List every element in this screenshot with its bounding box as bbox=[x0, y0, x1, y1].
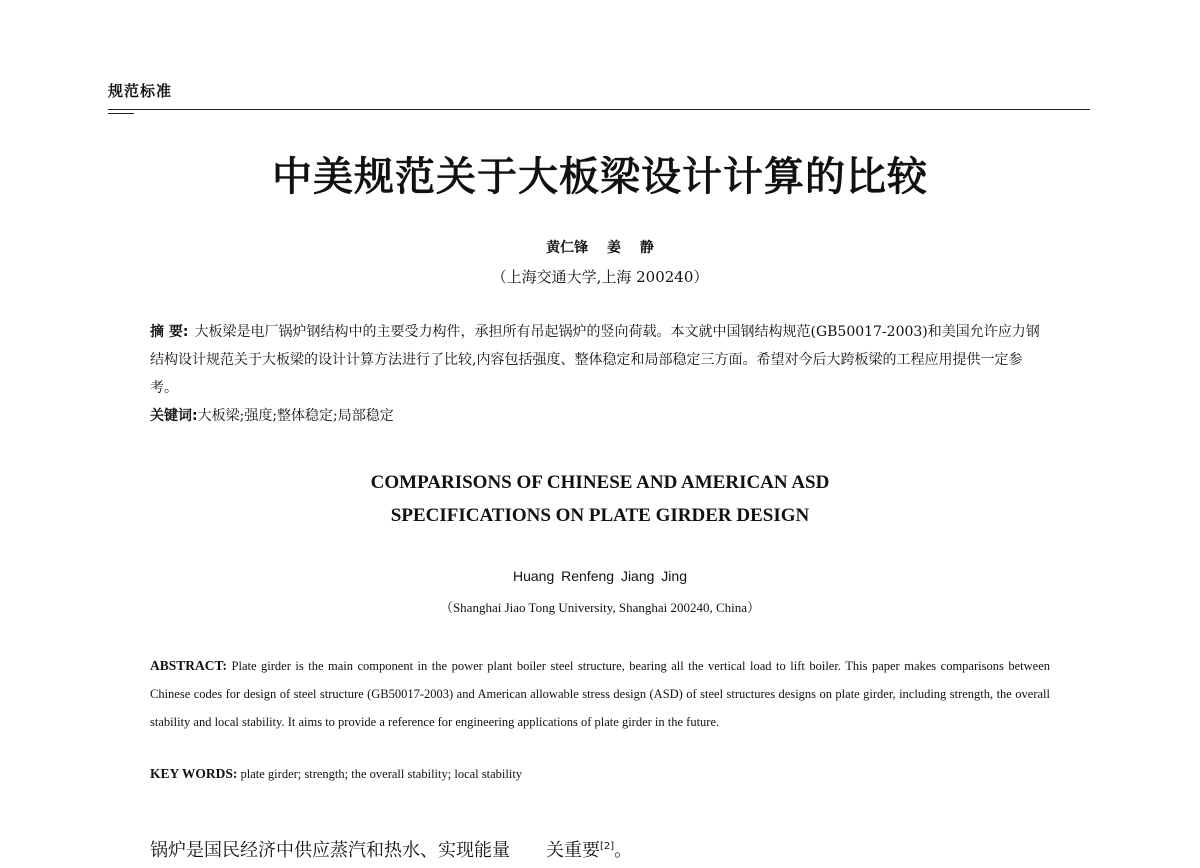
abstract-cn-label: 摘 要: bbox=[150, 324, 189, 340]
keywords-cn-label: 关键词: bbox=[150, 408, 198, 424]
authors-cn: 黄仁锋 姜 静 bbox=[546, 240, 654, 256]
abstract-en-text: Plate girder is the main component in the power plant boiler steel structure, bearing all the vertical load to lift boiler. This paper makes comparisons between Chinese codes for design of steel structure (GB50017-2003) and American allowable stress design (ASD) of steel structures designs on plate girder, including strength, the overall stability and local stability. It aims to provide a reference for engineering applications of plate girder in the future. bbox=[150, 659, 1050, 729]
page-title-en bbox=[0, 466, 1200, 532]
page-title-cn: 中美规范关于大板梁设计计算的比较 bbox=[272, 154, 928, 200]
affiliation-en: （Shanghai Jiao Tong University, Shanghai 200240, China） bbox=[439, 600, 761, 615]
header-rule bbox=[108, 109, 1090, 110]
abstract-en-label: ABSTRACT: bbox=[150, 658, 228, 673]
header-rule-accent bbox=[108, 113, 134, 114]
keywords-cn bbox=[150, 405, 1050, 425]
abstract-cn-text: 大板梁是电厂锅炉钢结构中的主要受力构件，承担所有吊起锅炉的竖向荷载。本文就中国钢结构规范(GB50017-2003)和美国允许应力钢结构设计规范关于大板梁的设计计算方法进行了比较,内容包括强度、整体稳定和局部稳定三方面。希望对今后大跨板梁的工程应用提供一定参考。 bbox=[150, 324, 1040, 396]
keywords-en-label: KEY WORDS: bbox=[150, 766, 238, 781]
abstract-cn bbox=[150, 318, 1050, 402]
title-en-line-1: COMPARISONS OF CHINESE AND AMERICAN ASD bbox=[370, 472, 830, 493]
authors-en: Huang Renfeng Jiang Jing bbox=[512, 568, 687, 584]
body-text-part-2: 关重要 bbox=[546, 840, 600, 861]
citation-ref: [2] bbox=[600, 841, 615, 852]
body-text-cn bbox=[150, 836, 1050, 862]
body-text-end: 。 bbox=[614, 840, 633, 861]
section-label: 规范标准 bbox=[108, 82, 173, 100]
keywords-cn-text: 大板梁;强度;整体稳定;局部稳定 bbox=[197, 408, 394, 424]
abstract-en bbox=[150, 652, 1050, 736]
title-en-line-2: SPECIFICATIONS ON PLATE GIRDER DESIGN bbox=[390, 505, 810, 526]
keywords-en bbox=[150, 766, 1050, 782]
keywords-en-text: plate girder; strength; the overall stability; local stability bbox=[240, 767, 523, 781]
body-text-part-1: 锅炉是国民经济中供应蒸汽和热水、实现能量 bbox=[150, 840, 510, 861]
affiliation-cn: （上海交通大学,上海 200240） bbox=[491, 268, 709, 286]
